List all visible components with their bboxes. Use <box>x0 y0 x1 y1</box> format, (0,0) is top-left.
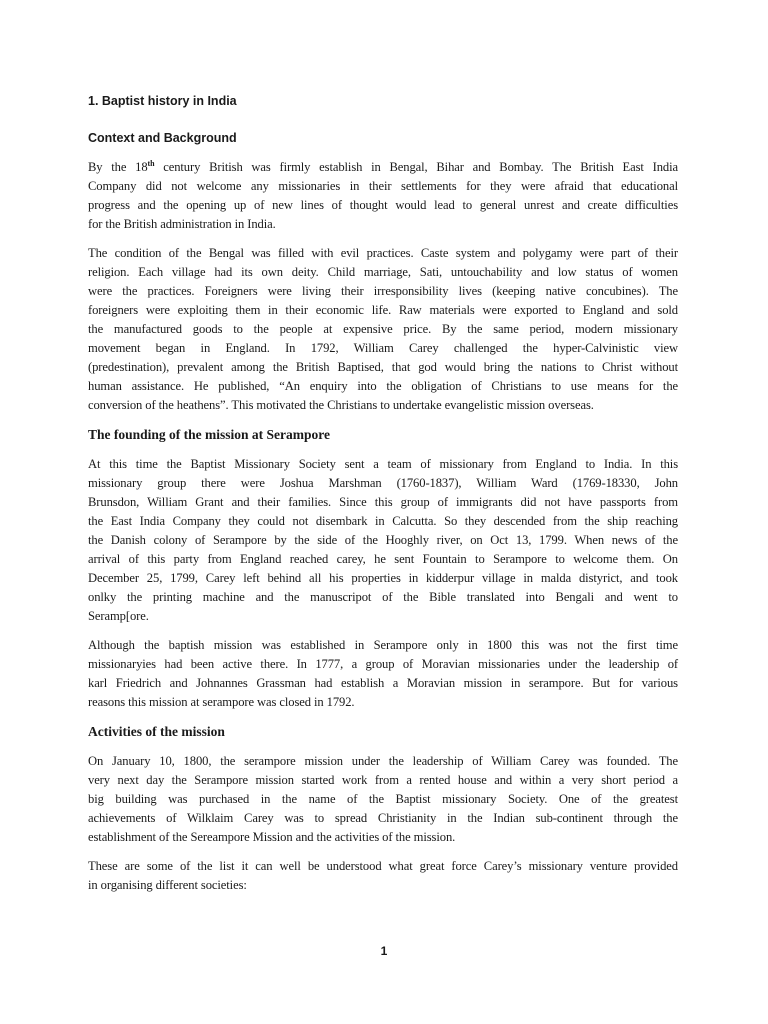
paragraph-1-line: By the 18th century British was firmly establish in Bengal, Bihar and Bombay. The British East India <box>88 158 678 174</box>
paragraph-3 <box>88 455 678 626</box>
paragraph-3-line: arrival of this party from England reached carey, he sent Fountain to Serampore to welcome them. On <box>88 552 678 566</box>
paragraph-6-line: in organising different societies: <box>88 878 247 892</box>
paragraph-5-line: achievements of Wilklaim Carey was to spread Christianity in the Indian sub-continent through the <box>88 811 678 825</box>
paragraph-4-line: karl Friedrich and Johnannes Grassman had establish a Moravian mission in serampore. But for various <box>88 676 678 690</box>
paragraph-3-line: December 25, 1799, Carey left behind all his properties in kidderpur village in malda distyrict, and took <box>88 571 678 585</box>
paragraph-2-line: (predestination), prevalent among the British Baptised, that god would bring the nations to Christ without <box>88 360 678 374</box>
paragraph-2-line: religion. Each village had its own deity. Child marriage, Sati, untouchability and low status of women <box>88 265 678 279</box>
paragraph-4-line: reasons this mission at serampore was closed in 1792. <box>88 695 355 709</box>
paragraph-5-line: establishment of the Sereampore Mission and the activities of the mission. <box>88 830 456 844</box>
section-heading-activities: Activities of the mission <box>88 724 225 739</box>
section-heading-context: Context and Background <box>88 131 237 145</box>
paragraph-4-line: Although the baptish mission was established in Serampore only in 1800 this was not the first time <box>88 638 678 652</box>
paragraph-6 <box>88 857 678 895</box>
paragraph-4-line: missionaryies had been active there. In 1777, a group of Moravian missionaries under the leadership of <box>88 657 678 671</box>
paragraph-2-line: conversion of the heathens”. This motivated the Christians to undertake evangelistic mission overseas. <box>88 398 594 412</box>
paragraph-1-line: for the British administration in India. <box>88 217 276 231</box>
document-heading: 1. Baptist history in India <box>88 94 237 108</box>
paragraph-3-line: Brunsdon, William Grant and their families. Since this group of immigrants did not have passports from <box>88 495 678 509</box>
superscript: th <box>147 158 155 168</box>
document-page <box>88 88 678 895</box>
paragraph-1-line: progress and the opening up of new lines of thought would lead to general unrest and create difficulties <box>88 198 678 212</box>
paragraph-2-line: movement began in England. In 1792, William Carey challenged the hyper-Calvinistic view <box>88 341 678 355</box>
paragraph-5-line: On January 10, 1800, the serampore mission under the leadership of William Carey was founded. The <box>88 754 678 768</box>
section-heading-founding: The founding of the mission at Serampore <box>88 427 331 442</box>
paragraph-3-line: At this time the Baptist Missionary Society sent a team of missionary from England to India. In this <box>88 457 678 471</box>
paragraph-2-line: human assistance. He published, “An enquiry into the obligation of Christians to use means for the <box>88 379 678 393</box>
paragraph-2-line: the manufactured goods to the people at expensive price. By the same period, modern missionary <box>88 322 678 336</box>
paragraph-5 <box>88 752 678 847</box>
paragraph-1-line: Company did not welcome any missionaries in their settlements for they were afraid that educational <box>88 179 678 193</box>
paragraph-2-line: The condition of the Bengal was filled with evil practices. Caste system and polygamy were part of their <box>88 246 678 260</box>
paragraph-2 <box>88 244 678 415</box>
paragraph-3-line: missionary group there were Joshua Marshman (1760-1837), William Ward (1769-18330, John <box>88 476 678 490</box>
page-number: 1 <box>380 944 388 958</box>
paragraph-4 <box>88 636 678 712</box>
paragraph-3-line: Seramp[ore. <box>88 609 149 623</box>
paragraph-5-line: very next day the Serampore mission started work from a rented house and within a very short period a <box>88 773 678 787</box>
paragraph-3-line: the East India Company they could not disembark in Calcutta. So they descended from the ship reaching <box>88 514 678 528</box>
paragraph-6-line: These are some of the list it can well be understood what great force Carey’s missionary venture provided <box>88 859 678 873</box>
paragraph-3-line: onlky the printing machine and the manuscripot of the Bible translated into Bengali and went to <box>88 590 678 604</box>
paragraph-5-line: big building was purchased in the name of the Baptist missionary Society. One of the greatest <box>88 792 678 806</box>
paragraph-2-line: were the practices. Foreigners were living their irresponsibility lives (keeping native concubines). The <box>88 284 678 298</box>
paragraph-3-line: the Danish colony of Serampore by the side of the Hooghly river, on Oct 13, 1799. When news of the <box>88 533 678 547</box>
paragraph-2-line: foreigners were exploiting them in their economic life. Raw materials were exported to England and sold <box>88 303 678 317</box>
paragraph-1 <box>88 158 678 234</box>
